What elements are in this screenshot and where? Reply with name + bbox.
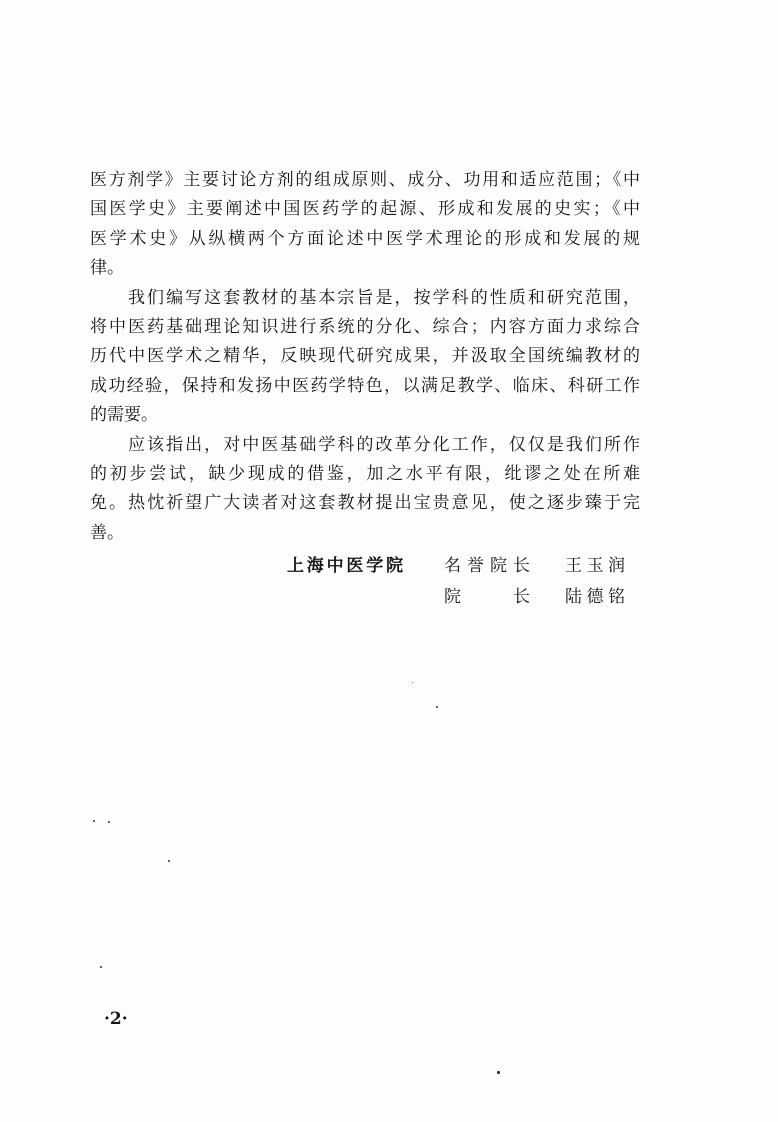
- scan-speck: [436, 706, 438, 708]
- signature-row: [444, 584, 644, 610]
- scan-speck: [108, 821, 110, 823]
- text-line: 的初步尝试，缺少现成的借鉴，加之水平有限，纰谬之处在所难: [90, 463, 640, 484]
- text-line: 国医学史》主要阐述中国医药学的起源、形成和发展的史实；《中: [90, 199, 640, 220]
- signature-row: [444, 553, 644, 579]
- text-line: 医学术史》从纵横两个方面论述中医学术理论的形成和发展的规: [90, 228, 640, 249]
- text-line: 律。: [90, 258, 124, 279]
- text-line: 历代中医学术之精华，反映现代研究成果，并汲取全国统编教材的: [90, 346, 640, 367]
- signature-title: 院长: [444, 587, 530, 607]
- scan-speck: [168, 860, 170, 862]
- text-line: 的需要。: [90, 405, 158, 426]
- text-line: 应该指出，对中医基础学科的改革分化工作，仅仅是我们所作: [128, 434, 640, 455]
- text-line: 医方剂学》主要讨论方剂的组成原则、成分、功用和适应范围；《中: [90, 170, 640, 190]
- text-line: 免。热忱祈望广大读者对这套教材提出宝贵意见，使之逐步臻于完: [90, 493, 640, 514]
- body-text: [90, 166, 640, 548]
- signature-title: 名誉院长: [444, 556, 530, 576]
- scan-speck: [497, 1071, 500, 1074]
- scan-speck: [412, 682, 413, 683]
- text-line: 我们编写这套教材的基本宗旨是，按学科的性质和研究范围，: [128, 287, 640, 308]
- signature-name: 陆德铭: [565, 587, 625, 607]
- signature-name: 王玉润: [565, 556, 625, 576]
- scan-speck: [93, 820, 95, 822]
- signature-institution: 上海中医学院: [287, 556, 403, 576]
- text-line: 成功经验，保持和发扬中医药学特色，以满足教学、临床、科研工作: [90, 375, 640, 396]
- scan-speck: [100, 966, 102, 968]
- page-number: ·2·: [104, 1009, 128, 1029]
- text-line: 将中医药基础理论知识进行系统的分化、综合；内容方面力求综合: [90, 316, 640, 337]
- text-line: 善。: [90, 522, 124, 543]
